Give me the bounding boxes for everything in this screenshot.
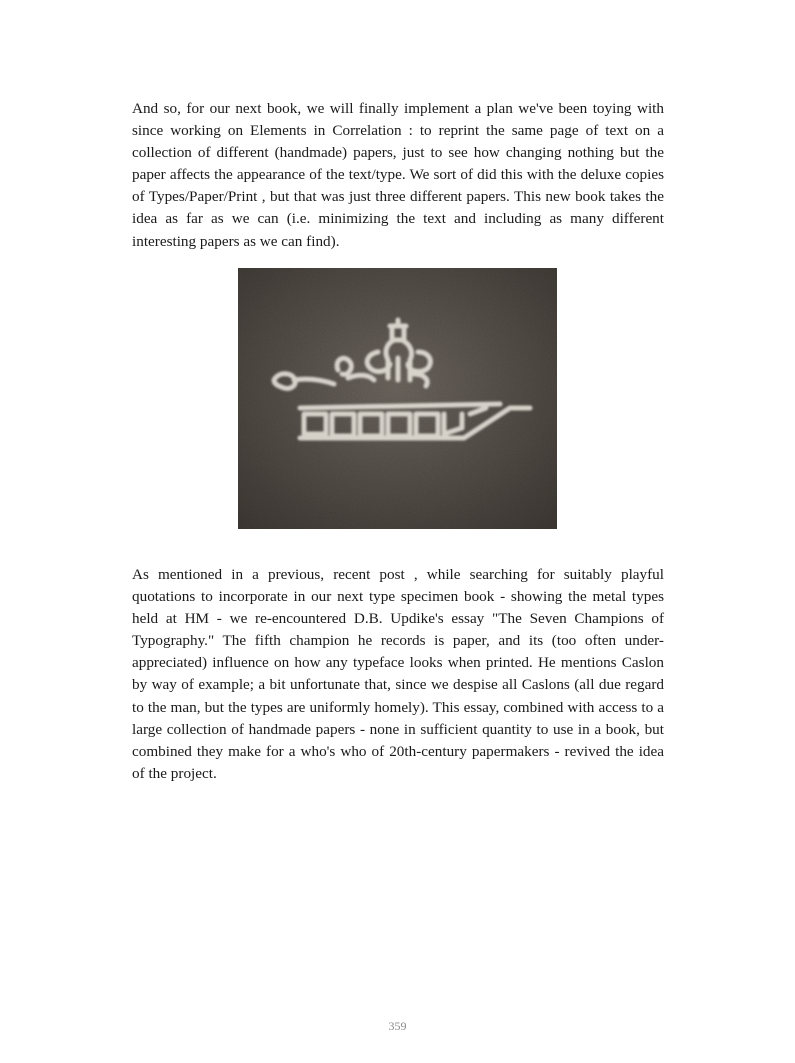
page-number: 359 [388, 1019, 407, 1033]
body-paragraph-2: As mentioned in a previous, recent post , while searching for suitably playful quotations to incorporate in our next type specimen book - showing the metal types held at HM - we re-encountered D.B. Updike's essay "The Seven Champions of Typography." The fifth champion he records is paper, and its (too often under-appreciated) influence on how any typeface looks when printed. He mentions Caslon by way of example; a bit unfortunate that, since we despise all Caslons (all due regard to the man, but the types are uniformly homely). This essay, combined with access to a large collection of handmade papers - none in sufficient quantity to use in a book, but combined they make for a who's who of 20th-century papermakers - revived the idea of the project. [132, 566, 664, 782]
watermark-photo [238, 268, 557, 529]
body-paragraph-1: And so, for our next book, we will finally implement a plan we've been toying with since working on Elements in Correlation : to reprint the same page of text on a collection of different (handmade) papers, just to see how changing nothing but the paper affects the appearance of the text/type. We sort of did this with the deluxe copies of Types/Paper/Print , but that was just three different papers. This new book takes the idea as far as we can (i.e. minimizing the text and including as many different interesting papers as we can find). [132, 100, 664, 250]
watermark-ship-image [238, 268, 557, 529]
